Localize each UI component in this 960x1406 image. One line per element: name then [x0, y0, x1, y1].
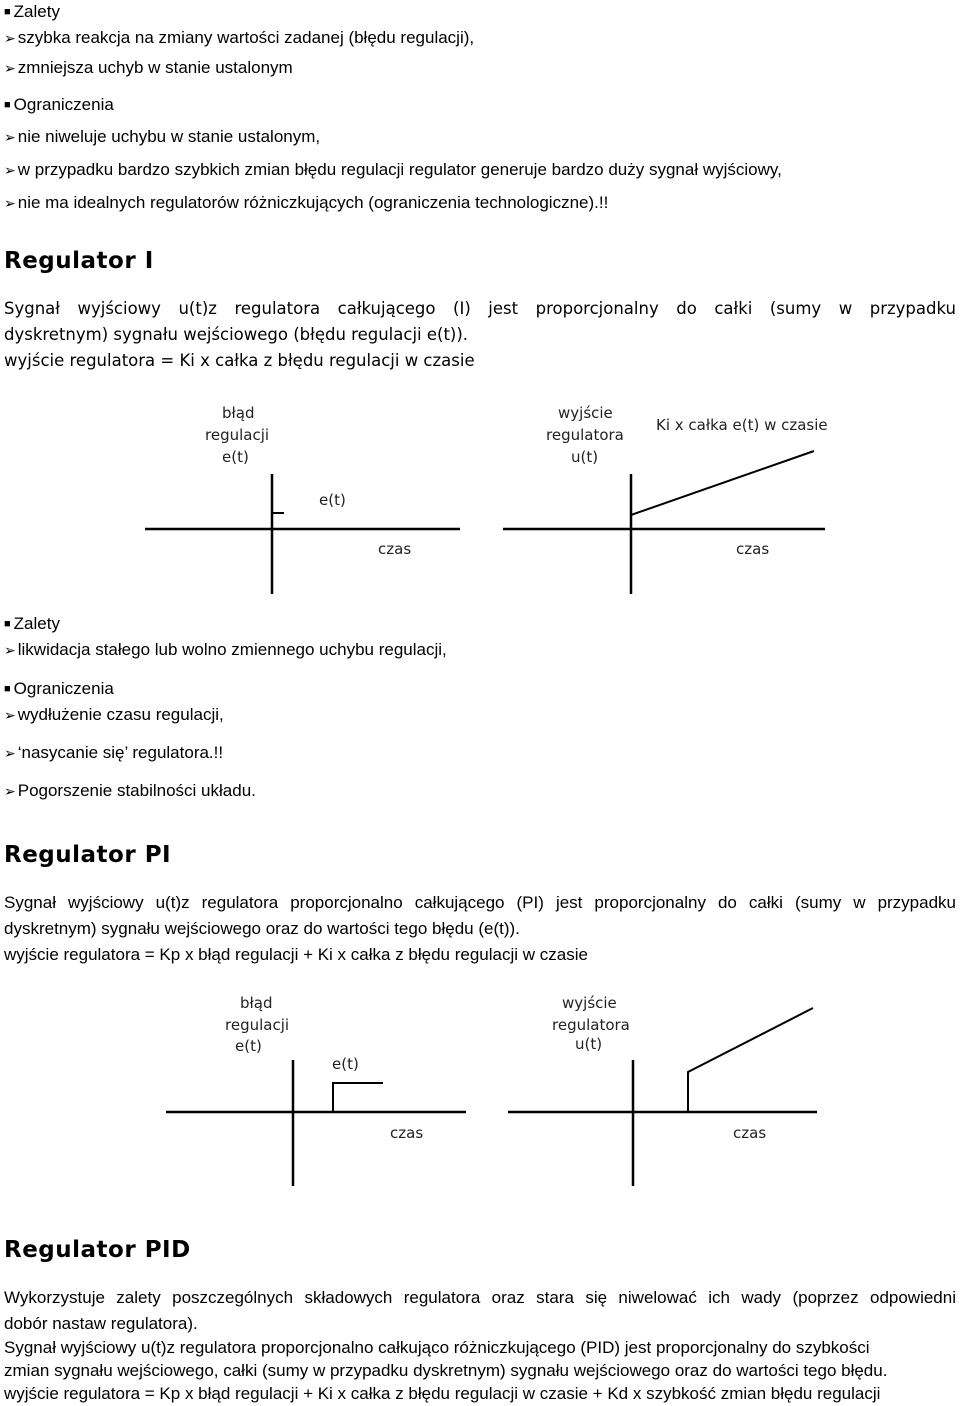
top-ograniczenia-section: [4, 93, 956, 215]
list-item: ➢ likwidacja stałego lub wolno zmiennego uchybu regulacji,: [4, 638, 956, 662]
error-curve: [333, 1083, 383, 1112]
y-axis-label: u(t): [571, 448, 599, 466]
x-axis-label: czas: [736, 540, 770, 558]
output-curve: [688, 1008, 813, 1112]
zalety-header: ■ Zalety: [4, 0, 956, 26]
list-item: ➢ szybka reakcja na zmiany wartości zadanej (błędu regulacji),: [4, 26, 956, 50]
y-axis-label: e(t): [222, 448, 249, 466]
x-axis-label: czas: [733, 1124, 767, 1142]
regulator-pi-description: [4, 890, 956, 968]
x-axis-label: czas: [378, 540, 412, 558]
regulator-i-zalety-section: [4, 612, 956, 662]
formula: wyjście regulatora = Kp x błąd regulacji + Ki x całka z błędu regulacji w czasie + Kd x szybkość zmian błędu regulacji: [4, 1384, 881, 1403]
output-ramp: [631, 451, 814, 515]
curve-label: e(t): [332, 1055, 359, 1073]
figure-i-error-plot: [140, 398, 470, 598]
regulator-i-description: [4, 296, 956, 374]
ograniczenia-header: ■ Ograniczenia: [4, 93, 956, 119]
list-item: ➢ Pogorszenie stabilności układu.: [4, 779, 956, 803]
list-item: ➢ wydłużenie czasu regulacji,: [4, 703, 956, 727]
list-item: ➢ ‘nasycanie się’ regulatora.!!: [4, 741, 956, 765]
zalety-header: ■ Zalety: [4, 612, 956, 638]
curve-label: e(t): [319, 491, 346, 509]
list-item: ➢ nie ma idealnych regulatorów różniczkujących (ograniczenia technologiczne).!!: [4, 191, 956, 215]
section-title-regulator-pi: Regulator PI: [4, 842, 172, 868]
list-item: ➢ nie niweluje uchybu w stanie ustalonym,: [4, 125, 956, 149]
y-axis-label: e(t): [235, 1037, 262, 1055]
top-zalety-section: [4, 0, 956, 80]
y-axis-label: błąd: [222, 404, 255, 422]
y-axis-label: wyjście: [558, 404, 613, 422]
description-line: Sygnał wyjściowy u(t)z regulatora całkującego (I) jest proporcjonalny do całki (sumy w przypadku: [4, 299, 956, 318]
list-item: ➢ zmniejsza uchyb w stanie ustalonym: [4, 56, 956, 80]
section-title-regulator-i: Regulator I: [4, 248, 154, 274]
list-item: ➢ w przypadku bardzo szybkich zmian błędu regulacji regulator generuje bardzo duży sygnał wyjściowy,: [4, 158, 956, 182]
y-axis-label: błąd: [240, 994, 273, 1012]
description-line: dyskretnym) sygnału wejściowego oraz do wartości tego błędu (e(t)).: [4, 919, 520, 938]
ograniczenia-header: ■ Ograniczenia: [4, 677, 956, 703]
description-line: dyskretnym) sygnału wejściowego (błędu regulacji e(t)).: [4, 325, 469, 344]
x-axis-label: czas: [390, 1124, 424, 1142]
y-axis-label: u(t): [575, 1035, 603, 1053]
regulator-pid-description-2: [4, 1336, 956, 1405]
formula: wyjście regulatora = Ki x całka z błędu regulacji w czasie: [4, 351, 475, 370]
y-axis-label: regulacji: [205, 426, 270, 444]
figure-pi-error-plot: [160, 988, 480, 1188]
figure-pi-output-plot: [505, 988, 825, 1188]
description-line: dobór nastaw regulatora).: [4, 1314, 198, 1333]
figure-i-output-plot: [500, 398, 845, 598]
description-line: Sygnał wyjściowy u(t)z regulatora proporcjonalno całkującego (PI) jest proporcjonalny do całki (sumy w przypadku: [4, 893, 956, 912]
description-line: zmian sygnału wejściowego, całki (sumy w przypadku dyskretnym) sygnału wejściowego oraz do wartości tego błędu.: [4, 1361, 888, 1380]
description-line: Sygnał wyjściowy u(t)z regulatora proporcjonalno całkująco różniczkującego (PID) jest proporcjonalny do szybkości: [4, 1338, 870, 1357]
y-axis-label: regulatora: [546, 426, 624, 444]
description-line: Wykorzystuje zalety poszczególnych składowych regulatora oraz stara się niwelować ich wady (poprzez odpowiedni: [4, 1288, 956, 1307]
y-axis-label: regulatora: [552, 1016, 630, 1034]
section-title-regulator-pid: Regulator PID: [4, 1237, 191, 1263]
curve-label: Ki x całka e(t) w czasie: [656, 416, 828, 434]
y-axis-label: wyjście: [562, 994, 617, 1012]
regulator-pid-description: [4, 1285, 956, 1337]
regulator-i-ograniczenia-section: [4, 677, 956, 803]
formula: wyjście regulatora = Kp x błąd regulacji + Ki x całka z błędu regulacji w czasie: [4, 945, 588, 964]
y-axis-label: regulacji: [225, 1016, 290, 1034]
